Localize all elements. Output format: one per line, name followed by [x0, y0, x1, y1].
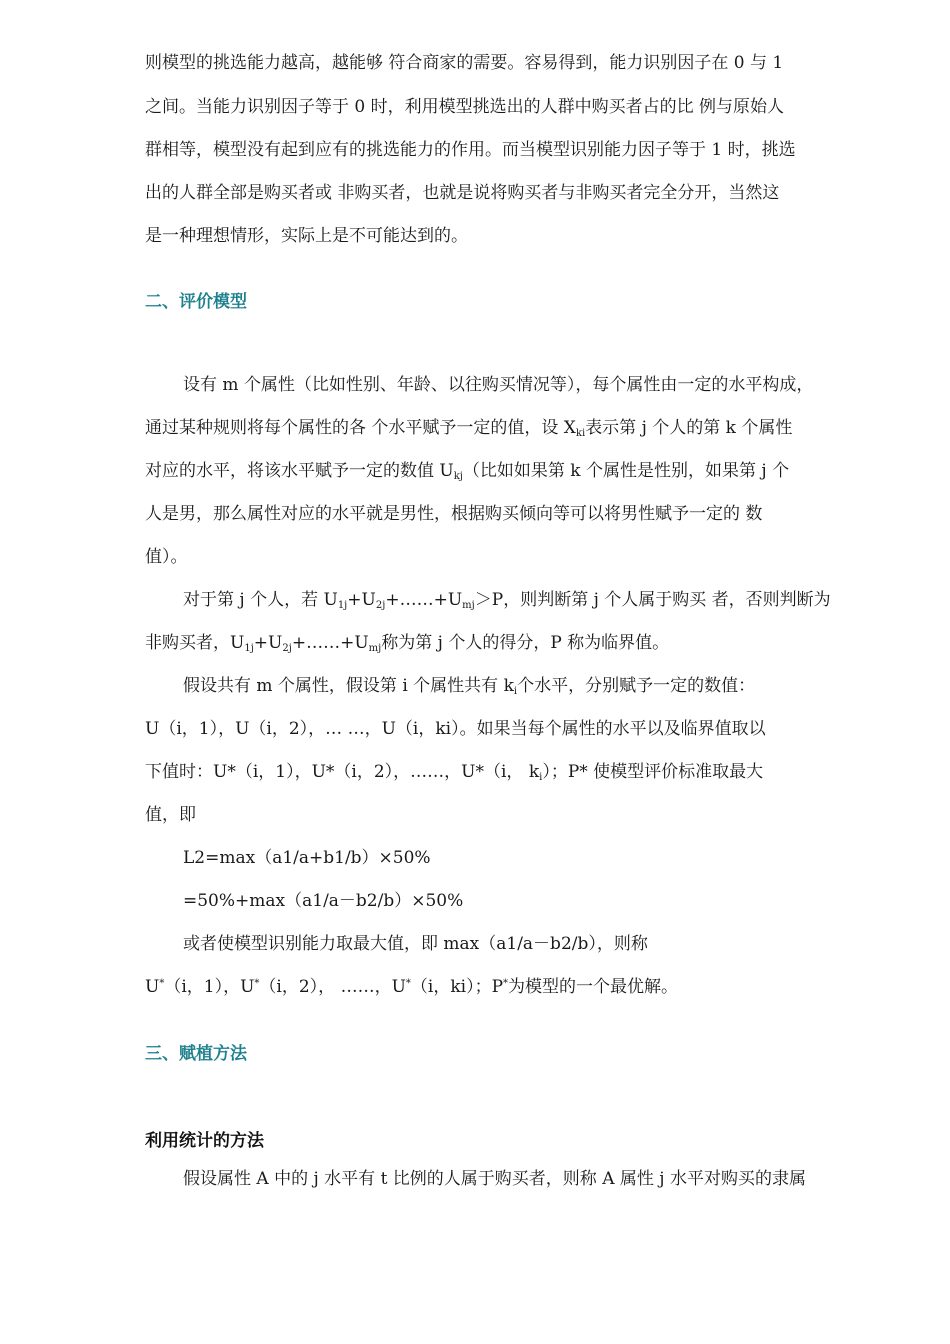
- paragraph-line: 假设共有 m 个属性，假设第 i 个属性共有 $k_i$个水平，分别赋予一定的数值：: [183, 676, 756, 697]
- paragraph-line: 值）。: [145, 547, 188, 567]
- section-heading: 二、评价模型: [145, 292, 247, 312]
- equation-line: =50%+max（a1/a－b2/b）×50%: [183, 891, 464, 911]
- paragraph-line: 之间。当能力识别因子等于 0 时，利用模型挑选出的人群中购买者占的比 例与原始人: [145, 97, 785, 117]
- paragraph-line: 非购买者，$U_{1j}+U_{2j}+\dots\dots+U_{mj}$称为第 j 个人的得分，P 称为临界值。: [145, 633, 670, 654]
- section-heading: 三、赋植方法: [145, 1044, 247, 1064]
- paragraph-line: 下值时：U*（i，1），U*（i，2），……，U*（i， $k_i$）；P* 使模型评价标准取最大: [145, 762, 764, 783]
- subsection-heading: 利用统计的方法: [145, 1131, 264, 1151]
- paragraph-line: 人是男，那么属性对应的水平就是男性，根据购买倾向等可以将男性赋予一定的 数: [145, 504, 763, 524]
- paragraph-line: 对于第 j 个人，若 $U_{1j}+U_{2j}+\dots\dots+U_{mj}>P$，则判断第 j 个人属于购买 者，否则判断为: [183, 590, 831, 611]
- equation-line: L2=max（a1/a+b1/b）×50%: [183, 848, 431, 868]
- paragraph-line: 对应的水平，将该水平赋予一定的数值 $U_{kj}$（比如如果第 k 个属性是性别，如果第 j 个: [145, 461, 790, 482]
- paragraph-line: 群相等，模型没有起到应有的挑选能力的作用。而当模型识别能力因子等于 1 时，挑选: [145, 140, 796, 160]
- paragraph-line: 通过某种规则将每个属性的各 个水平赋予一定的值，设 $X_{ki}$表示第 j 个人的第 k 个属性: [145, 418, 793, 439]
- paragraph-line: 设有 m 个属性（比如性别、年龄、以往购买情况等），每个属性由一定的水平构成，: [183, 375, 814, 395]
- paragraph-line: 则模型的挑选能力越高，越能够 符合商家的需要。容易得到，能力识别因子在 0 与 1: [145, 53, 784, 73]
- paragraph-line: U*（i，1），U*（i，2）， ……，U*（i，ki）；P*为模型的一个最优解。: [145, 977, 679, 997]
- paragraph-line: U（i，1），U（i，2），… …，U（i，ki）。如果当每个属性的水平以及临界值取以: [145, 719, 766, 739]
- paragraph-line: 值，即: [145, 805, 196, 825]
- paragraph-line: 出的人群全部是购买者或 非购买者，也就是说将购买者与非购买者完全分开，当然这: [145, 183, 780, 203]
- paragraph-line: 假设属性 A 中的 j 水平有 t 比例的人属于购买者，则称 A 属性 j 水平对购买的隶属: [183, 1169, 806, 1189]
- paragraph-line: 或者使模型识别能力取最大值，即 max（a1/a－b2/b），则称: [183, 934, 648, 954]
- paragraph-line: 是一种理想情形，实际上是不可能达到的。: [145, 226, 468, 246]
